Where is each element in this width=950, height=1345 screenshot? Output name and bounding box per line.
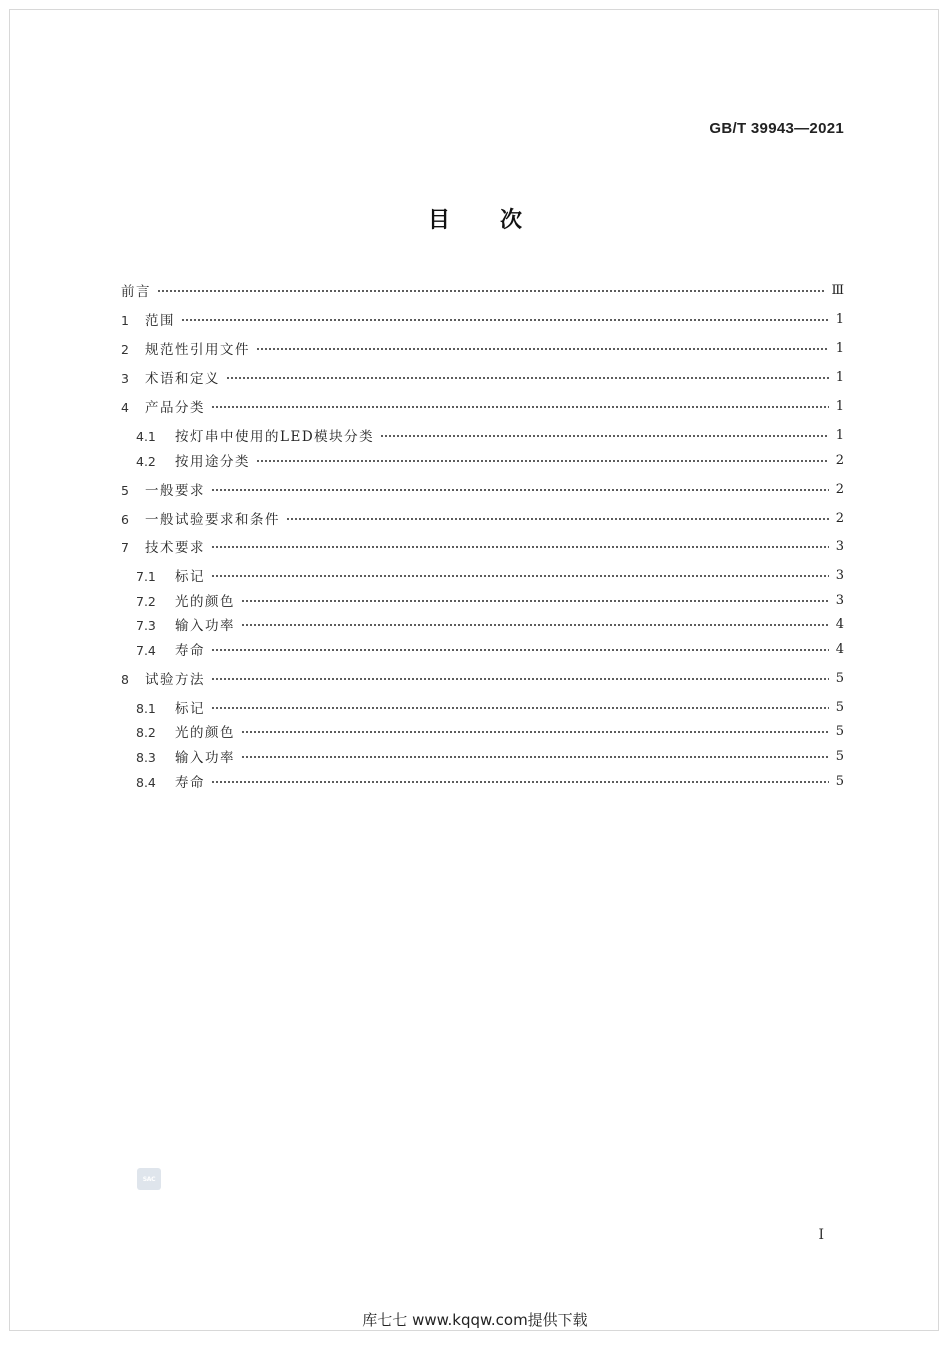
- toc-entry-page: 3: [835, 567, 844, 583]
- toc-entry-label: [136, 721, 235, 741]
- toc-entry[interactable]: [121, 667, 844, 689]
- toc-entry-title: 按灯串中使用的LED模块分类: [175, 429, 375, 445]
- toc-entry-number: 4.2: [136, 454, 156, 469]
- toc-dot-leader: [211, 406, 829, 408]
- toc-dot-leader: [181, 319, 829, 321]
- toc-entry-number: 8.1: [136, 701, 156, 716]
- toc-entry[interactable]: [136, 449, 844, 471]
- toc-entry-title: 试验方法: [145, 672, 205, 688]
- toc-entry-title: 光的颜色: [175, 725, 235, 741]
- toc-entry-title: 一般要求: [145, 483, 205, 499]
- toc-entry[interactable]: [136, 589, 844, 611]
- toc-entry-page: 3: [835, 592, 844, 608]
- toc-entry-page: 5: [835, 670, 844, 686]
- toc-entry[interactable]: [136, 564, 844, 586]
- toc-entry-number: 6: [121, 512, 129, 527]
- toc-dot-leader: [380, 435, 829, 437]
- toc-entry[interactable]: [136, 424, 844, 446]
- toc-entry-number: 7.3: [136, 618, 156, 633]
- toc-entry-title: 规范性引用文件: [145, 342, 250, 358]
- toc-entry[interactable]: [136, 613, 844, 635]
- toc-entry-number: 8.4: [136, 775, 156, 790]
- page-title: 目次: [427, 208, 572, 233]
- toc-entry-label: [136, 639, 205, 659]
- toc-entry-number: 8: [121, 672, 129, 687]
- toc-entry-label: [136, 771, 205, 791]
- toc-entry-label: [121, 479, 205, 499]
- toc-entry-title: 寿命: [175, 643, 205, 659]
- toc-entry-number: 5: [121, 483, 129, 498]
- toc-entry[interactable]: [121, 535, 844, 557]
- toc-entry[interactable]: [136, 696, 844, 718]
- toc-entry-label: [136, 746, 235, 766]
- toc-dot-leader: [256, 348, 829, 350]
- toc-entry-title: 技术要求: [145, 540, 205, 556]
- toc-entry-page: 4: [835, 641, 844, 657]
- toc-entry[interactable]: [136, 745, 844, 767]
- toc-entry-title: 输入功率: [175, 750, 235, 766]
- toc-entry-number: 7.1: [136, 569, 156, 584]
- toc-entry-page: 5: [835, 699, 844, 715]
- toc-entry-title: 寿命: [175, 775, 205, 791]
- toc-entry-page: 2: [835, 481, 844, 497]
- toc-entry-number: 7: [121, 540, 129, 555]
- toc-entry-title: 前言: [121, 284, 151, 300]
- toc-dot-leader: [157, 290, 825, 292]
- toc-dot-leader: [211, 707, 829, 709]
- toc-entry-page: 5: [835, 723, 844, 739]
- toc-dot-leader: [211, 546, 829, 548]
- toc-entry-page: 5: [835, 773, 844, 789]
- toc-entry-label: [121, 280, 151, 300]
- toc-dot-leader: [211, 678, 829, 680]
- toc-entry-number: 1: [121, 313, 129, 328]
- toc-entry-page: 5: [835, 748, 844, 764]
- toc-entry-label: [121, 396, 205, 416]
- toc-entry[interactable]: [121, 366, 844, 388]
- toc-entry-number: 8.3: [136, 750, 156, 765]
- toc-entry-title: 标记: [175, 701, 205, 717]
- toc-entry-label: [136, 565, 205, 585]
- sac-logo-icon: SAC: [137, 1168, 161, 1190]
- toc-entry-label: [136, 614, 235, 634]
- toc-dot-leader: [211, 649, 829, 651]
- toc-dot-leader: [211, 575, 829, 577]
- toc-dot-leader: [286, 518, 829, 520]
- toc-entry-page: 1: [835, 369, 844, 385]
- toc-entry-label: [121, 536, 205, 556]
- toc-entry-title: 产品分类: [145, 400, 205, 416]
- toc-dot-leader: [256, 460, 829, 462]
- toc-entry-number: 7.4: [136, 643, 156, 658]
- toc-entry[interactable]: [136, 720, 844, 742]
- toc-entry-title: 按用途分类: [175, 454, 250, 470]
- toc-entry[interactable]: [121, 308, 844, 330]
- toc-entry-page: 1: [835, 340, 844, 356]
- footer-download-note: 库七七 www.kqqw.com提供下载: [362, 1311, 588, 1329]
- page-number: I: [818, 1227, 824, 1243]
- toc-entry-number: 4.1: [136, 429, 156, 444]
- toc-dot-leader: [211, 489, 829, 491]
- toc-entry[interactable]: [121, 395, 844, 417]
- toc-entry-title: 光的颜色: [175, 594, 235, 610]
- toc-entry-title: 范围: [145, 313, 175, 329]
- toc-entry-page: 1: [835, 398, 844, 414]
- toc-entry[interactable]: [121, 478, 844, 500]
- toc-entry-label: [121, 309, 175, 329]
- toc-entry-label: [121, 367, 220, 387]
- toc-entry-page: 1: [835, 427, 844, 443]
- toc-entry-page: 1: [835, 311, 844, 327]
- toc-entry-page: Ⅲ: [831, 282, 844, 298]
- toc-entry-label: [136, 697, 205, 717]
- toc-entry-page: 4: [835, 616, 844, 632]
- toc-entry-label: [121, 508, 280, 528]
- toc-dot-leader: [226, 377, 829, 379]
- toc-dot-leader: [241, 600, 829, 602]
- toc-entry-page: 3: [835, 538, 844, 554]
- toc-dot-leader: [241, 756, 829, 758]
- toc-entry[interactable]: [136, 638, 844, 660]
- toc-entry-number: 8.2: [136, 725, 156, 740]
- toc-entry-number: 2: [121, 342, 129, 357]
- toc-entry-label: [136, 425, 374, 445]
- toc-entry[interactable]: [121, 337, 844, 359]
- toc-entry-page: 2: [835, 510, 844, 526]
- toc-entry-number: 7.2: [136, 594, 156, 609]
- toc-entry-number: 3: [121, 371, 129, 386]
- toc-entry[interactable]: [121, 279, 844, 301]
- toc-entry[interactable]: [121, 507, 844, 529]
- toc-entry-title: 标记: [175, 569, 205, 585]
- toc-dot-leader: [241, 731, 829, 733]
- toc-entry-number: 4: [121, 400, 129, 415]
- toc-entry-label: [121, 668, 205, 688]
- standard-number: GB/T 39943—2021: [709, 120, 844, 137]
- toc-entry-title: 一般试验要求和条件: [145, 512, 280, 528]
- toc-dot-leader: [241, 624, 829, 626]
- toc-entry[interactable]: [136, 770, 844, 792]
- toc-dot-leader: [211, 781, 829, 783]
- toc-entry-title: 术语和定义: [145, 371, 220, 387]
- toc-entry-title: 输入功率: [175, 618, 235, 634]
- toc-entry-label: [121, 338, 250, 358]
- toc-entry-page: 2: [835, 452, 844, 468]
- toc-entry-label: [136, 450, 250, 470]
- toc-entry-label: [136, 590, 235, 610]
